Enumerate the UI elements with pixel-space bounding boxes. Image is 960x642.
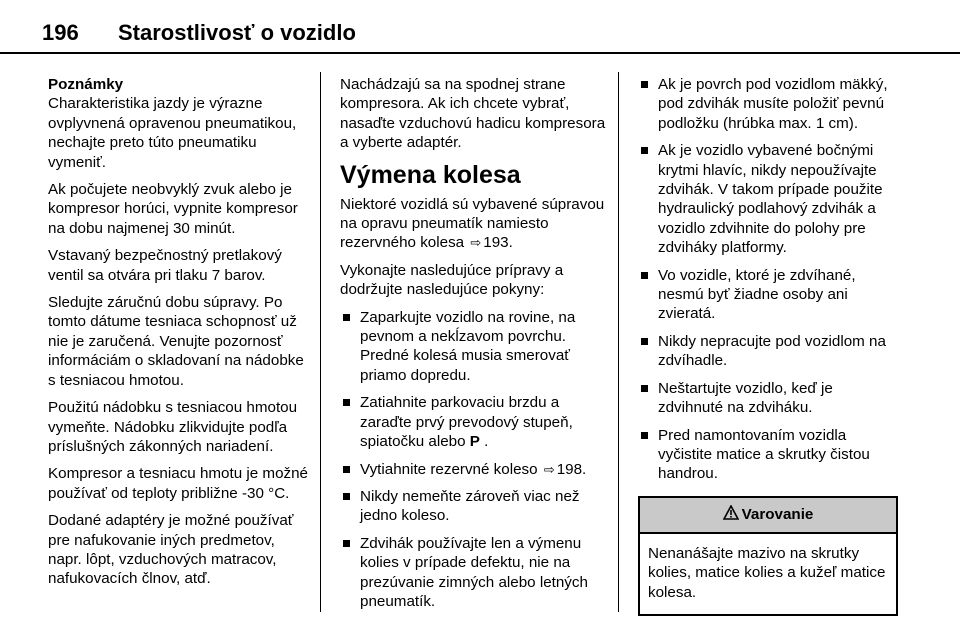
paragraph: Vstavaný bezpečnostný pretlakový ventil sa otvára pri tlaku 7 barov. [48,247,282,284]
list-item-text: Vytiahnite rezervné koleso [360,460,538,478]
page-number: 196 [42,20,79,45]
bullet-square-icon [641,385,648,392]
list-item-text: . [484,433,489,451]
list-item [638,141,902,257]
column-1 [48,75,310,597]
list-item-text: Neštartujte vozidlo, keď je zdvihnuté na zdviháku. [658,379,833,417]
list-item-text: Pred namontovaním vozidla vyčistite matice a skrutky čistou handrou. [658,426,870,483]
warning-title: Varovanie [741,506,814,524]
paragraph: Vykonajte nasledujúce prípravy a dodržujte nasledujúce pokyny: [340,261,564,299]
paragraph: Ak počujete neobvyklý zvuk alebo je kompresor horúci, vypnite kompresor na dobu najmenej 30 minút. [48,181,298,237]
list-item-text: Zatiahnite parkovaciu brzdu a zaraďte prvý prevodový stupeň, spiatočku alebo [360,394,573,451]
bullet-list [638,75,902,484]
list-item-text: Nikdy nemeňte zároveň viac než jedno koleso. [360,487,580,525]
bullet-square-icon [343,540,350,547]
warning-triangle-icon [723,505,739,525]
paragraph: Použitú nádobku s tesniacou hmotou vymeňte. Nádobku zlikvidujte podľa príslušných zákonných nariadení. [48,399,298,455]
paragraph: Nachádzajú sa na spodnej strane kompresora. Ak ich chcete vybrať, nasaďte vzduchovú hadicu kompresora a vyberte adaptér. [340,76,606,152]
paragraph-text: Niektoré vozidlá sú vybavené súpravou na opravu pneumatík namiesto rezervného kolesa [340,195,605,252]
list-item [340,534,608,612]
bullet-list [340,308,608,612]
list-item [638,266,902,324]
list-item-text: Zaparkujte vozidlo na rovine, na pevnom a nekĺzavom povrchu. Predné kolesá musia smerovať priamo dopredu. [360,308,576,384]
page-ref[interactable]: 198. [556,460,587,478]
list-item-text: Zdvihák používajte len a výmenu kolies v prípade defektu, nie na prezúvanie zimných alebo letných pneumatík. [360,534,588,610]
bullet-square-icon [641,81,648,88]
list-item [340,393,608,451]
bullet-square-icon [641,147,648,154]
warning-header [640,498,896,534]
page-header [0,0,960,55]
paragraph [340,195,608,253]
warning-box [638,496,898,616]
page-ref-arrow-icon: ⇨ [470,235,482,251]
list-item [638,332,902,371]
list-item [340,460,608,479]
bullet-square-icon [343,493,350,500]
column-divider [618,72,619,612]
section-heading: Výmena kolesa [340,160,521,189]
page-ref[interactable]: 193. [483,234,513,252]
list-item [340,487,608,526]
header-rule [0,52,960,54]
paragraph: Dodané adaptéry je možné používať pre nafukovanie iných predmetov, napr. lôpt, vzduchových matracov, nafukovacích člnov, atď. [48,512,294,588]
paragraph: Sledujte záručnú dobu súpravy. Po tomto dátume tesniaca schopnosť už nie je zaručená. Venujte pozornosť informáciám o skladovaní na nádobke s tesniacou hmotou. [48,294,304,389]
bullet-square-icon [343,466,350,473]
list-item [340,308,608,386]
bullet-square-icon [641,432,648,439]
bullet-square-icon [641,338,648,345]
list-item [638,75,902,133]
list-item-text: Nikdy nepracujte pod vozidlom na zdvíhadle. [658,332,886,370]
list-item-text: Ak je vozidlo vybavené bočnými krytmi hlavíc, nikdy nepoužívajte zdvihák. V takom prípade použite hydraulický podlahový zdvihák a vozidlo zdvihnite do polohy pre zdviháky platformy. [658,142,883,257]
paragraph: Kompresor a tesniacu hmotu je možné používať od teploty približne -30 °C. [48,465,309,502]
column-2 [340,75,608,619]
page-ref-arrow-icon: ⇨ [543,461,555,477]
bullet-square-icon [343,314,350,321]
warning-text: Nenanášajte mazivo na skrutky kolies, matice kolies a kužeľ matice kolesa. [648,544,886,601]
paragraph: Charakteristika jazdy je výrazne ovplyvnená opravenou pneumatikou, nechajte preto túto pneumatiku vymeniť. [48,95,297,171]
section-title: Starostlivosť o vozidlo [118,20,356,45]
list-item [638,426,902,484]
list-item [638,379,902,418]
bullet-square-icon [343,399,350,406]
list-item-text: Vo vozidle, ktoré je zdvíhané, nesmú byť žiadne osoby ani zvieratá. [658,266,856,323]
bullet-square-icon [641,272,648,279]
gear-p-label: P [469,433,480,451]
column-divider [320,72,321,612]
list-item-text: Ak je povrch pod vozidlom mäkký, pod zdvihák musíte položiť pevnú podložku (hrúbka max. 1 cm). [658,76,888,132]
note-title: Poznámky [48,76,124,93]
column-3 [638,75,902,616]
